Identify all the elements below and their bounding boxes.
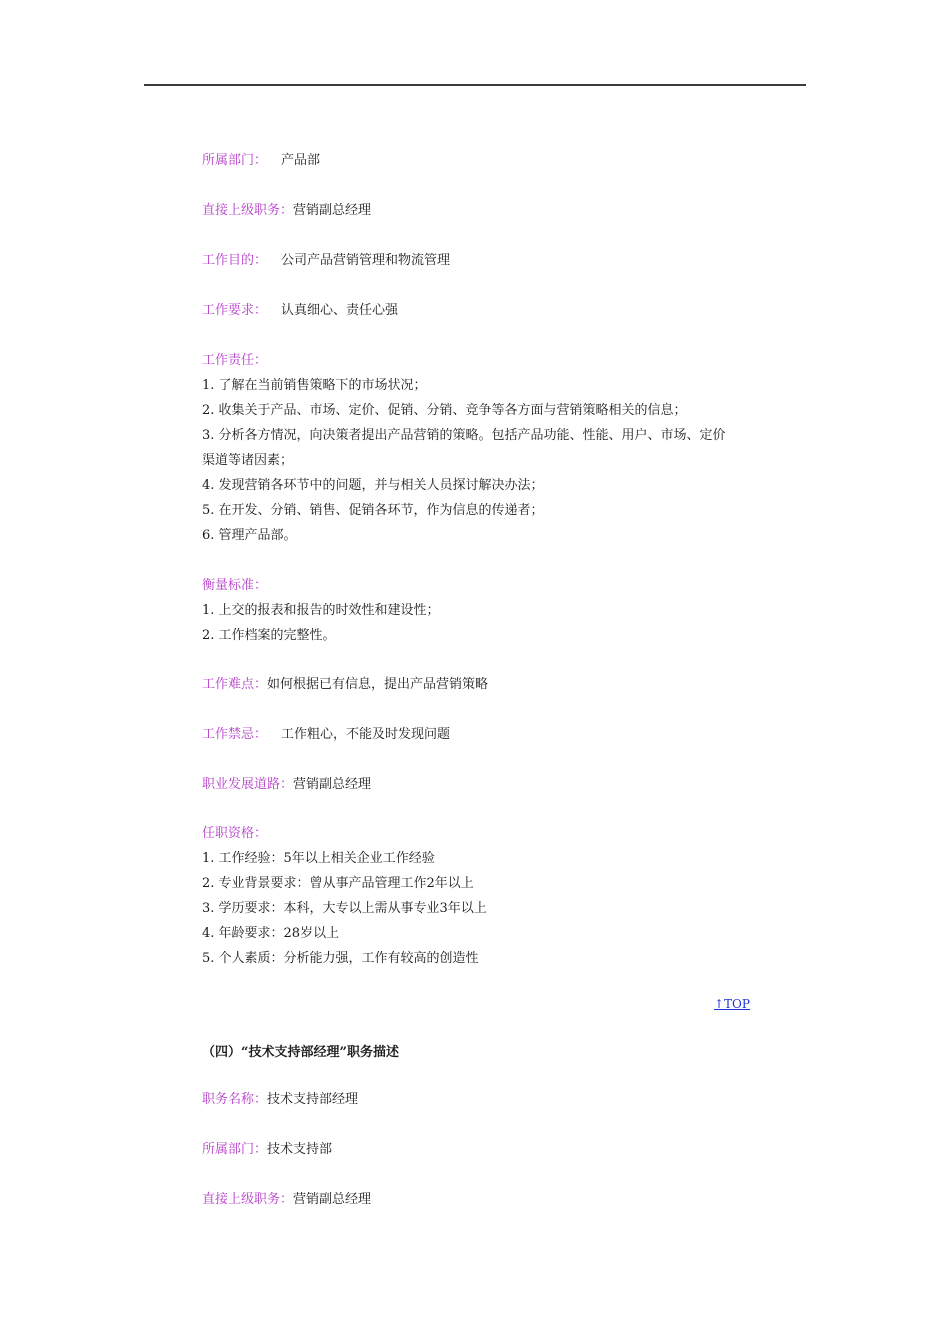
field-difficulty bbox=[202, 676, 488, 694]
list-item: 6. 管理产品部。 bbox=[202, 528, 297, 543]
field-job-title bbox=[202, 1091, 358, 1109]
list-item: 4. 发现营销各环节中的问题，并与相关人员探讨解决办法； bbox=[202, 478, 544, 493]
field-label: 直接上级职务： bbox=[202, 203, 294, 218]
field-label: 职业发展道路： bbox=[202, 777, 294, 792]
list-item: 3. 学历要求：本科，大专以上需从事专业3年以上 bbox=[202, 901, 487, 916]
field-label: 职务名称： bbox=[202, 1092, 268, 1107]
field-label: 直接上级职务： bbox=[202, 1192, 294, 1207]
field-label: 工作禁忌： bbox=[202, 727, 268, 742]
field-purpose bbox=[202, 252, 450, 270]
field-value: 公司产品营销管理和物流管理 bbox=[281, 253, 451, 268]
back-to-top-link[interactable]: ↑TOP bbox=[714, 997, 750, 1011]
field-department bbox=[202, 152, 320, 170]
duties-label: 工作责任： bbox=[202, 353, 268, 368]
field-superior bbox=[202, 202, 371, 220]
field-value: 营销副总经理 bbox=[293, 203, 372, 218]
field-value: 营销副总经理 bbox=[293, 777, 372, 792]
field-department bbox=[202, 1141, 332, 1159]
field-superior bbox=[202, 1191, 371, 1209]
field-career-path bbox=[202, 776, 371, 794]
section-title: （四）“技术支持部经理”职务描述 bbox=[202, 1045, 399, 1060]
list-item: 渠道等诸因素； bbox=[202, 453, 294, 468]
field-value: 工作粗心，不能及时发现问题 bbox=[281, 727, 451, 742]
field-value: 如何根据已有信息，提出产品营销策略 bbox=[267, 677, 489, 692]
field-requirements bbox=[202, 302, 398, 320]
list-item: 5. 在开发、分销、销售、促销各环节，作为信息的传递者； bbox=[202, 503, 544, 518]
header-rule bbox=[144, 84, 806, 86]
field-label: 工作难点： bbox=[202, 677, 268, 692]
list-item: 1. 了解在当前销售策略下的市场状况； bbox=[202, 378, 427, 393]
field-value: 技术支持部 bbox=[267, 1142, 333, 1157]
list-item: 5. 个人素质：分析能力强，工作有较高的创造性 bbox=[202, 951, 479, 966]
list-item: 1. 上交的报表和报告的时效性和建设性； bbox=[202, 603, 440, 618]
list-item: 1. 工作经验：5年以上相关企业工作经验 bbox=[202, 851, 435, 866]
field-label: 工作目的： bbox=[202, 253, 268, 268]
field-value: 技术支持部经理 bbox=[267, 1092, 359, 1107]
list-item: 3. 分析各方情况，向决策者提出产品营销的策略。包括产品功能、性能、用户、市场、定价 bbox=[202, 428, 726, 443]
field-label: 工作要求： bbox=[202, 303, 268, 318]
field-label: 所属部门： bbox=[202, 1142, 268, 1157]
field-label: 所属部门： bbox=[202, 153, 268, 168]
qualifications-label: 任职资格： bbox=[202, 826, 268, 841]
field-value: 产品部 bbox=[281, 153, 321, 168]
field-taboo bbox=[202, 726, 450, 744]
list-item: 2. 专业背景要求：曾从事产品管理工作2年以上 bbox=[202, 876, 474, 891]
list-item: 4. 年龄要求：28岁以上 bbox=[202, 926, 340, 941]
field-value: 认真细心、责任心强 bbox=[281, 303, 399, 318]
list-item: 2. 收集关于产品、市场、定价、促销、分销、竞争等各方面与营销策略相关的信息； bbox=[202, 403, 687, 418]
measures-label: 衡量标准： bbox=[202, 578, 268, 593]
field-value: 营销副总经理 bbox=[293, 1192, 372, 1207]
list-item: 2. 工作档案的完整性。 bbox=[202, 628, 336, 643]
